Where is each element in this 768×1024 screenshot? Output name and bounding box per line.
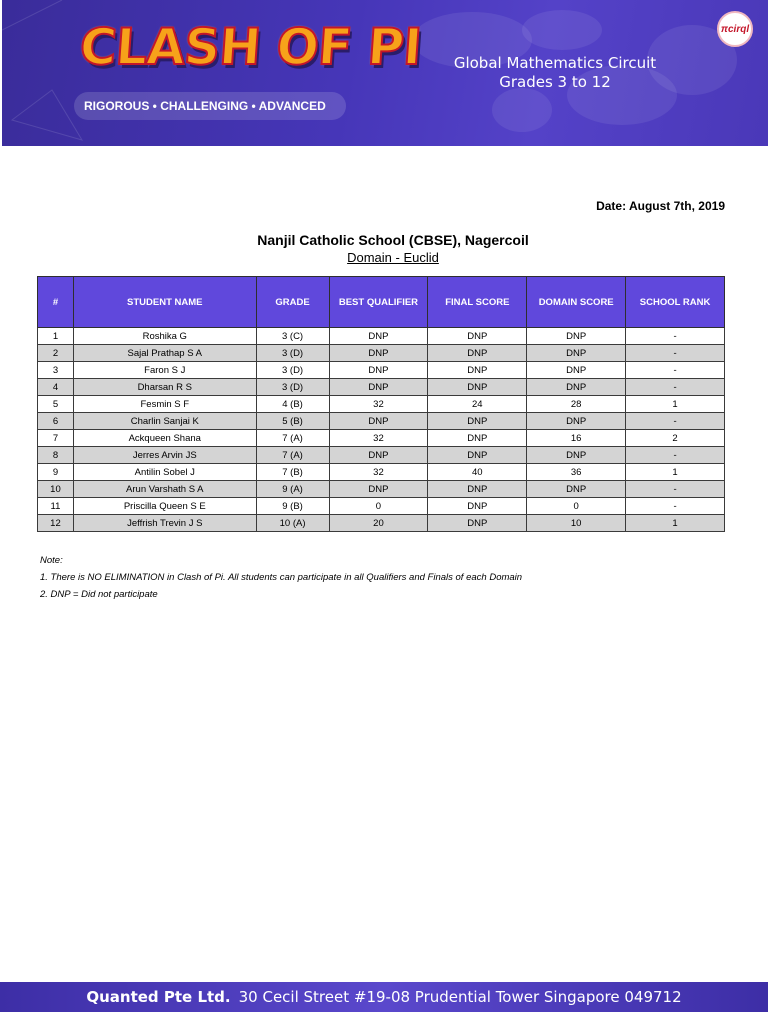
table-cell: Roshika G <box>73 328 256 345</box>
table-cell: Antilin Sobel J <box>73 464 256 481</box>
table-cell: - <box>626 498 725 515</box>
column-header: FINAL SCORE <box>428 277 527 328</box>
table-cell: Priscilla Queen S E <box>73 498 256 515</box>
table-cell: DNP <box>428 498 527 515</box>
table-cell: DNP <box>329 413 428 430</box>
table-cell: 2 <box>626 430 725 447</box>
header-banner <box>2 0 768 146</box>
table-cell: DNP <box>428 481 527 498</box>
table-row <box>38 396 725 413</box>
table-cell: 5 <box>38 396 74 413</box>
table-row <box>38 362 725 379</box>
table-cell: Charlin Sanjai K <box>73 413 256 430</box>
table-cell: DNP <box>527 481 626 498</box>
table-cell: 6 <box>38 413 74 430</box>
table-cell: Jeffrish Trevin J S <box>73 515 256 532</box>
column-header: BEST QUALIFIER <box>329 277 428 328</box>
table-cell: DNP <box>329 345 428 362</box>
table-cell: 0 <box>329 498 428 515</box>
table-cell: 7 (B) <box>256 464 329 481</box>
table-cell: 10 <box>38 481 74 498</box>
results-table <box>37 276 725 532</box>
company-name: Quanted Pte Ltd. <box>86 988 231 1006</box>
table-cell: DNP <box>527 379 626 396</box>
table-cell: Jerres Arvin JS <box>73 447 256 464</box>
table-cell: 1 <box>38 328 74 345</box>
table-cell: 32 <box>329 396 428 413</box>
column-header: STUDENT NAME <box>73 277 256 328</box>
table-cell: DNP <box>527 447 626 464</box>
table-cell: 11 <box>38 498 74 515</box>
table-cell: 9 (B) <box>256 498 329 515</box>
note-item: 1. There is NO ELIMINATION in Clash of Pi. All students can participate in all Qualifiers and Finals of each Domain <box>40 572 523 583</box>
table-cell: 1 <box>626 515 725 532</box>
report-date: Date: August 7th, 2019 <box>596 199 725 213</box>
table-cell: DNP <box>428 379 527 396</box>
table-cell: DNP <box>428 447 527 464</box>
table-cell: Arun Varshath S A <box>73 481 256 498</box>
table-cell: 32 <box>329 464 428 481</box>
table-row <box>38 464 725 481</box>
domain-name: Domain - Euclid <box>347 250 439 265</box>
picirql-logo-badge: πcirql <box>717 11 753 47</box>
table-cell: 10 <box>527 515 626 532</box>
table-cell: 20 <box>329 515 428 532</box>
table-row <box>38 498 725 515</box>
table-cell: 1 <box>626 464 725 481</box>
column-header: # <box>38 277 74 328</box>
column-header: GRADE <box>256 277 329 328</box>
table-cell: DNP <box>428 362 527 379</box>
table-cell: 2 <box>38 345 74 362</box>
notes-section <box>40 552 522 603</box>
table-row <box>38 328 725 345</box>
table-cell: 4 <box>38 379 74 396</box>
table-cell: Faron S J <box>73 362 256 379</box>
table-cell: DNP <box>527 413 626 430</box>
table-row <box>38 345 725 362</box>
table-row <box>38 447 725 464</box>
table-cell: 7 (A) <box>256 430 329 447</box>
table-cell: 3 (C) <box>256 328 329 345</box>
table-cell: 7 <box>38 430 74 447</box>
footer-bar <box>0 982 768 1012</box>
tagline: RIGOROUS • CHALLENGING • ADVANCED <box>74 92 346 120</box>
table-cell: 36 <box>527 464 626 481</box>
table-cell: 4 (B) <box>256 396 329 413</box>
table-cell: Ackqueen Shana <box>73 430 256 447</box>
table-cell: 1 <box>626 396 725 413</box>
note-item: 2. DNP = Did not participate <box>40 589 158 600</box>
table-cell: DNP <box>329 379 428 396</box>
column-header: DOMAIN SCORE <box>527 277 626 328</box>
table-cell: DNP <box>428 430 527 447</box>
table-cell: DNP <box>527 362 626 379</box>
table-cell: - <box>626 413 725 430</box>
table-cell: 3 <box>38 362 74 379</box>
table-cell: DNP <box>329 481 428 498</box>
table-cell: DNP <box>428 328 527 345</box>
circuit-title-block <box>442 54 668 92</box>
table-cell: 8 <box>38 447 74 464</box>
table-cell: 9 (A) <box>256 481 329 498</box>
circuit-title: Global Mathematics Circuit <box>453 54 657 72</box>
table-row <box>38 430 725 447</box>
table-cell: 0 <box>527 498 626 515</box>
table-cell: - <box>626 328 725 345</box>
table-cell: - <box>626 481 725 498</box>
table-cell: 3 (D) <box>256 379 329 396</box>
table-cell: - <box>626 362 725 379</box>
table-cell: 32 <box>329 430 428 447</box>
table-cell: DNP <box>428 413 527 430</box>
table-cell: - <box>626 379 725 396</box>
notes-heading: Note: <box>40 555 63 566</box>
table-cell: 24 <box>428 396 527 413</box>
school-name: Nanjil Catholic School (CBSE), Nagercoil <box>257 232 529 248</box>
table-cell: DNP <box>329 447 428 464</box>
table-cell: 7 (A) <box>256 447 329 464</box>
table-cell: 3 (D) <box>256 362 329 379</box>
grades-range: Grades 3 to 12 <box>499 73 611 91</box>
table-cell: DNP <box>527 328 626 345</box>
table-row <box>38 481 725 498</box>
table-cell: DNP <box>329 362 428 379</box>
table-cell: DNP <box>329 328 428 345</box>
table-cell: Sajal Prathap S A <box>73 345 256 362</box>
table-cell: Fesmin S F <box>73 396 256 413</box>
table-cell: 12 <box>38 515 74 532</box>
table-row <box>38 413 725 430</box>
table-cell: DNP <box>428 515 527 532</box>
table-header-row <box>38 277 725 328</box>
clash-of-pi-logo: CLASH OF PI <box>77 18 423 76</box>
table-cell: 9 <box>38 464 74 481</box>
table-cell: 10 (A) <box>256 515 329 532</box>
table-cell: 16 <box>527 430 626 447</box>
table-cell: 5 (B) <box>256 413 329 430</box>
table-cell: DNP <box>527 345 626 362</box>
company-address: 30 Cecil Street #19-08 Prudential Tower Singapore 049712 <box>238 988 682 1006</box>
table-row <box>38 379 725 396</box>
table-cell: DNP <box>428 345 527 362</box>
table-cell: 3 (D) <box>256 345 329 362</box>
table-cell: 28 <box>527 396 626 413</box>
table-cell: Dharsan R S <box>73 379 256 396</box>
table-cell: - <box>626 447 725 464</box>
table-cell: 40 <box>428 464 527 481</box>
table-cell: - <box>626 345 725 362</box>
table-row <box>38 515 725 532</box>
column-header: SCHOOL RANK <box>626 277 725 328</box>
